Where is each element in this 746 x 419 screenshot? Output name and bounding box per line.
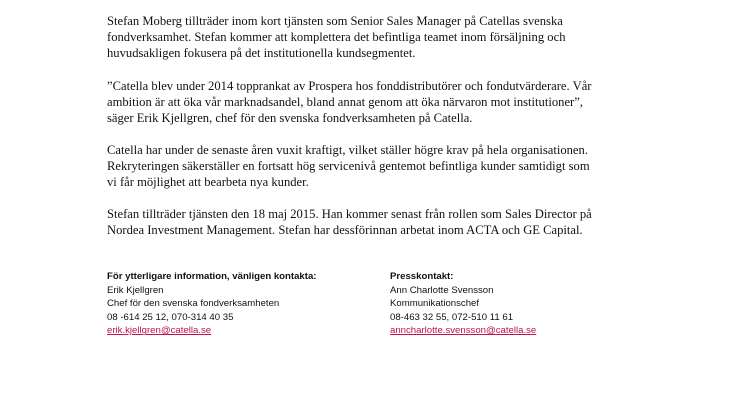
paragraph-quote (107, 78, 667, 126)
paragraph-announcement (107, 13, 667, 61)
contact-name: Ann Charlotte Svensson (390, 284, 494, 296)
text-line: säger Erik Kjellgren, chef för den svenska fondverksamheten på Catella. (107, 111, 473, 125)
text-line: ”Catella blev under 2014 topprankat av Prospera hos fonddistributörer och fondutvärderare. Vår (107, 79, 592, 93)
contact-phone: 08 -614 25 12, 070-314 40 35 (107, 311, 234, 323)
contact-block-press (390, 270, 536, 338)
contact-heading: För ytterligare information, vänligen kontakta: (107, 271, 317, 282)
contact-email-link[interactable]: anncharlotte.svensson@catella.se (390, 325, 537, 337)
contact-email-link[interactable]: erik.kjellgren@catella.se (107, 325, 212, 337)
text-line: vi får möjlighet att bearbeta nya kunder. (107, 175, 309, 189)
text-line: Stefan tillträder tjänsten den 18 maj 2015. Han kommer senast från rollen som Sales Director på (107, 207, 592, 221)
contact-block-information (107, 270, 317, 338)
contact-title: Kommunikationschef (390, 298, 480, 310)
paragraph-start-date (107, 206, 667, 238)
text-line: ambition är att öka vår marknadsandel, bland annat genom att öka närvaron mot institutioner”, (107, 95, 583, 109)
contact-phone: 08-463 32 55, 072-510 11 61 (390, 311, 514, 323)
text-line: Stefan Moberg tillträder inom kort tjänsten som Senior Sales Manager på Catellas svenska (107, 14, 563, 28)
text-line: Nordea Investment Management. Stefan har dessförinnan arbetat inom ACTA och GE Capital. (107, 223, 583, 237)
text-line: Rekryteringen säkerställer en fortsatt hög servicenivå gentemot befintliga kunder samtidigt som (107, 159, 590, 173)
text-line: Catella har under de senaste åren vuxit kraftigt, vilket ställer högre krav på hela organisationen. (107, 143, 588, 157)
contact-name: Erik Kjellgren (107, 284, 164, 296)
text-line: huvudsakligen fokusera på det institutionella kundsegmentet. (107, 46, 416, 60)
contact-title: Chef för den svenska fondverksamheten (107, 298, 280, 310)
contact-heading: Presskontakt: (390, 271, 454, 282)
paragraph-growth (107, 142, 667, 190)
text-line: fondverksamhet. Stefan kommer att komplettera det befintliga teamet inom försäljning och (107, 30, 566, 44)
